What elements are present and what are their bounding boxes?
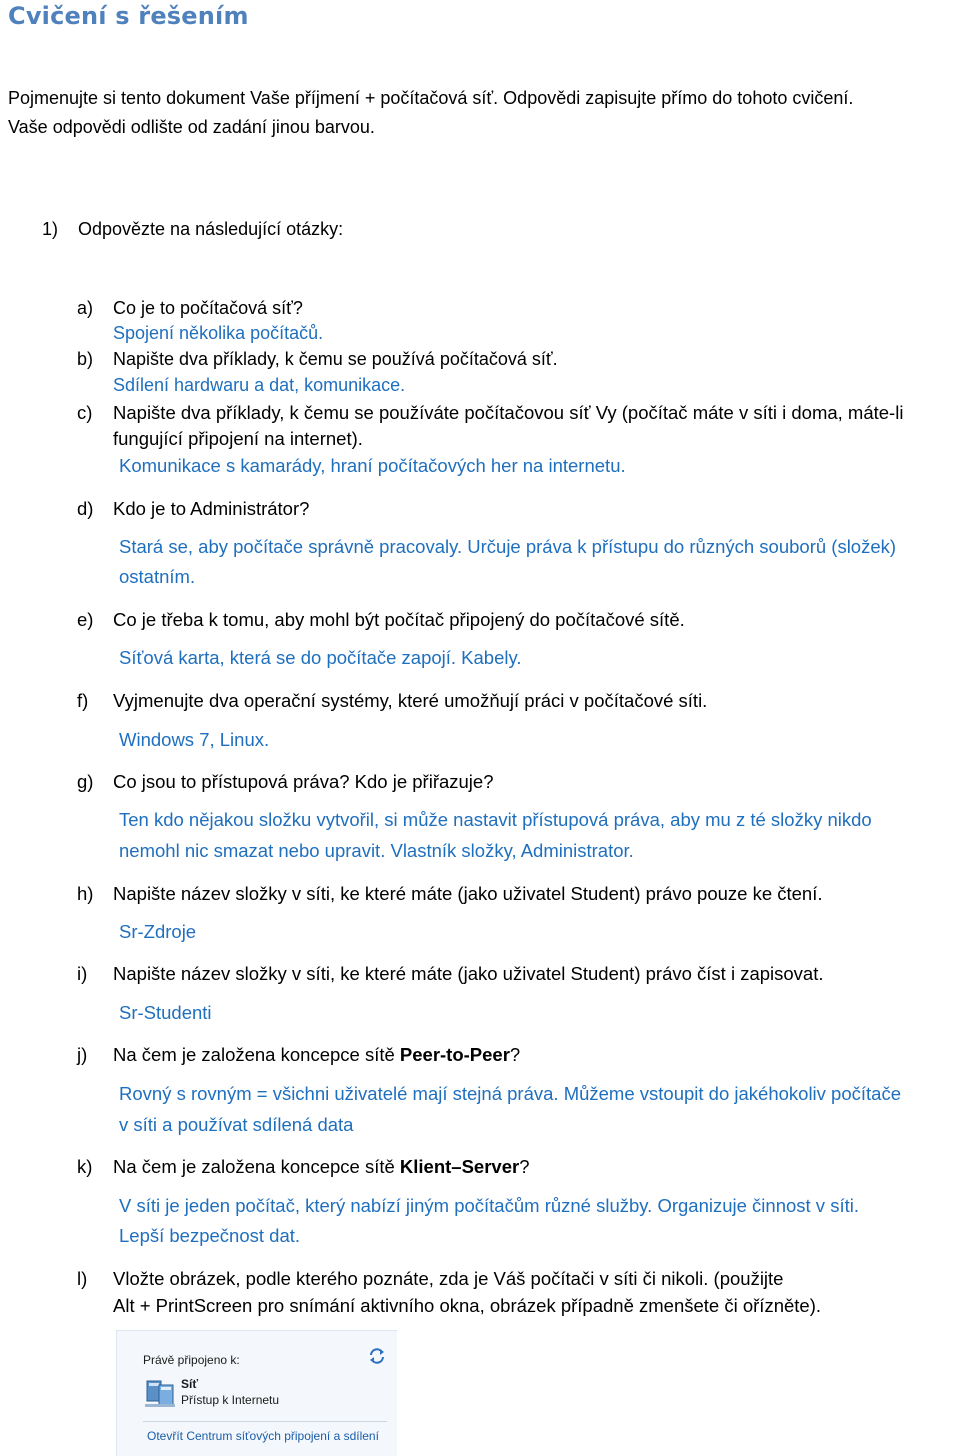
- answer-e: Síťová karta, která se do počítače zapojí. Kabely.: [119, 647, 522, 668]
- section-marker: 1): [42, 219, 59, 239]
- answer-k-line-2: Lepší bezpečnost dat.: [119, 1225, 301, 1246]
- question-a: Co je to počítačová síť?: [113, 298, 303, 318]
- question-b: Napište dva příklady, k čemu se používá počítačová síť.: [113, 349, 558, 369]
- question-d-marker: d): [77, 498, 94, 519]
- question-c-line-2: fungující připojení na internet).: [113, 428, 363, 449]
- intro-line-2: Vaše odpovědi odlište od zadání jinou barvou.: [8, 117, 375, 137]
- question-h: Napište název složky v síti, ke které máte (jako uživatel Student) právo pouze ke čtení.: [113, 883, 823, 904]
- answer-h: Sr-Zdroje: [119, 921, 197, 942]
- section-heading: Odpovězte na následující otázky:: [78, 219, 344, 239]
- question-h-marker: h): [77, 883, 94, 904]
- answer-f: Windows 7, Linux.: [119, 729, 270, 750]
- question-j-marker: j): [77, 1044, 88, 1065]
- question-g: Co jsou to přístupová práva? Kdo je přiřazuje?: [113, 771, 494, 792]
- question-k: [113, 1155, 530, 1179]
- network-name: Síť: [181, 1377, 199, 1391]
- connected-to-label: Právě připojeno k:: [143, 1353, 240, 1367]
- question-k-mark: ?: [519, 1156, 530, 1177]
- question-c-marker: c): [77, 402, 93, 423]
- question-f-marker: f): [77, 690, 89, 711]
- answer-g-line-1: Ten kdo nějakou složku vytvořil, si může nastavit přístupová práva, aby mu z té složky nikdo: [119, 809, 872, 830]
- question-g-marker: g): [77, 771, 94, 792]
- question-l-line-2: Alt + PrintScreen pro snímání aktivního okna, obrázek případně zmenšete či ořízněte).: [113, 1295, 821, 1316]
- question-k-marker: k): [77, 1156, 93, 1177]
- question-b-marker: b): [77, 349, 94, 369]
- question-l-marker: l): [77, 1268, 88, 1289]
- network-access: Přístup k Internetu: [181, 1393, 280, 1407]
- open-network-center-link[interactable]: Otevřít Centrum síťových připojení a sdílení: [147, 1429, 379, 1443]
- question-c-line-1: Napište dva příklady, k čemu se používáte počítačovou síť Vy (počítač máte v síti i doma, máte-li: [113, 402, 904, 423]
- question-j: [113, 1043, 520, 1067]
- question-a-marker: a): [77, 298, 94, 318]
- answer-j-line-2: v síti a používat sdílená data: [119, 1114, 354, 1135]
- divider: [143, 1421, 387, 1422]
- question-j-term: Peer-to-Peer: [399, 1044, 510, 1065]
- answer-a: Spojení několika počítačů.: [113, 323, 324, 343]
- question-j-mark: ?: [509, 1044, 521, 1065]
- answer-c: Komunikace s kamarády, hraní počítačových her na internetu.: [119, 455, 626, 476]
- question-j-text: Na čem je založena koncepce sítě: [113, 1044, 400, 1065]
- question-e: Co je třeba k tomu, aby mohl být počítač připojený do počítačové sítě.: [113, 609, 685, 630]
- network-status-screenshot: [116, 1330, 397, 1456]
- answer-d-line-2: ostatním.: [119, 566, 196, 587]
- answer-b: Sdílení hardwaru a dat, komunikace.: [113, 375, 406, 395]
- refresh-icon: [367, 1347, 387, 1365]
- network-icon: [143, 1377, 179, 1409]
- question-e-marker: e): [77, 609, 94, 630]
- question-i-marker: i): [77, 963, 88, 984]
- question-d: Kdo je to Administrátor?: [113, 498, 310, 519]
- answer-k-line-1: V síti je jeden počítač, který nabízí jiným počítačům různé služby. Organizuje činnost v síti.: [119, 1195, 859, 1216]
- question-k-text: Na čem je založena koncepce sítě: [113, 1156, 400, 1177]
- question-i: Napište název složky v síti, ke které máte (jako uživatel Student) právo číst i zapisovat.: [113, 963, 824, 984]
- question-f: Vyjmenujte dva operační systémy, které umožňují práci v počítačové síti.: [113, 690, 708, 711]
- question-k-term: Klient–Server: [399, 1156, 520, 1177]
- answer-d-line-1: Stará se, aby počítače správně pracovaly. Určuje práva k přístupu do různých souborů (složek): [119, 536, 897, 557]
- answer-g-line-2: nemohl nic smazat nebo upravit. Vlastník složky, Administrator.: [119, 840, 634, 861]
- page-title: Cvičení s řešením: [8, 2, 249, 30]
- answer-j-line-1: Rovný s rovným = všichni uživatelé mají stejná práva. Můžeme vstoupit do jakéhokoliv počítače: [119, 1083, 901, 1104]
- question-l-line-1: Vložte obrázek, podle kterého poznáte, zda je Váš počítači v síti či nikoli. (použijte: [113, 1268, 784, 1289]
- answer-i: Sr-Studenti: [119, 1002, 212, 1023]
- intro-line-1: Pojmenujte si tento dokument Vaše příjmení + počítačová síť. Odpovědi zapisujte přímo do tohoto cvičení.: [8, 88, 854, 108]
